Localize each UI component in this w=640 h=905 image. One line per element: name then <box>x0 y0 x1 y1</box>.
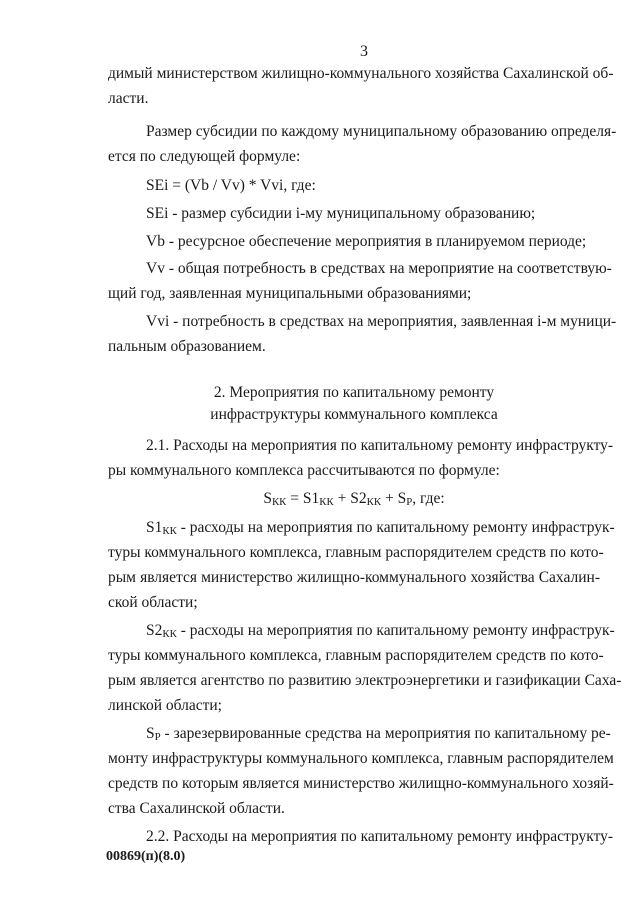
text-line: Vv - общая потребность в средствах на мероприятие на соответствую- <box>146 260 612 277</box>
formula: SEi = (Vb / Vv) * Vvi, где: <box>146 177 316 194</box>
text-line: ется по следующей формуле: <box>108 148 301 165</box>
page-number: 3 <box>360 43 368 60</box>
text-line: ской области; <box>108 594 198 611</box>
text-line: рым является агентство по развитию электроэнергетики и газификации Саха- <box>108 672 622 689</box>
section-heading: инфраструктуры коммунального комплекса <box>210 406 498 423</box>
text-line: щий год, заявленная муниципальными образованиями; <box>108 285 472 302</box>
text-line: ры коммунального комплекса рассчитываются по формуле: <box>108 462 500 479</box>
section-heading: 2. Мероприятия по капитальному ремонту <box>213 384 495 401</box>
formula: $S_{КК} = S1_{КК} + S2_{КК} + S_Р$, где: <box>263 490 445 509</box>
text-line: Размер субсидии по каждому муниципальному образованию определя- <box>146 123 617 140</box>
text-line: рым является министерство жилищно-коммунального хозяйства Сахалин- <box>108 569 600 586</box>
text-line: монту инфраструктуры коммунального комплекса, главным распорядителем <box>108 750 614 767</box>
text-line: ласти. <box>108 90 149 107</box>
text-line: Vb - ресурсное обеспечение мероприятия в планируемом периоде; <box>146 233 587 250</box>
text-line: линской области; <box>108 697 222 714</box>
text-line: 2.2. Расходы на мероприятия по капитальному ремонту инфраструкту- <box>146 828 614 845</box>
text-line: ства Сахалинской области. <box>108 800 285 817</box>
definition-line: $S_Р$ - зарезервированные средства на мероприятия по капитальному ре- <box>146 725 611 744</box>
text-line: 2.1. Расходы на мероприятия по капитальному ремонту инфраструкту- <box>146 437 614 454</box>
text-line: средств по которым является министерство жилищно-коммунального хозяй- <box>108 775 614 792</box>
text-line: туры коммунального комплекса, главным распорядителем средств по кото- <box>108 544 604 561</box>
text-line: SEi - размер субсидии i-му муниципальному образованию; <box>146 205 536 222</box>
document-code: 00869(п)(8.0) <box>106 849 186 864</box>
text-line: димый министерством жилищно-коммунального хозяйства Сахалинской об- <box>108 65 614 82</box>
definition-line: $S1_{КК}$ - расходы на мероприятия по капитальному ремонту инфраструк- <box>146 519 615 538</box>
text-line: пальным образованием. <box>108 338 266 355</box>
definition-line: $S2_{КК}$ - расходы на мероприятия по капитальному ремонту инфраструк- <box>146 622 615 641</box>
text-line: туры коммунального комплекса, главным распорядителем средств по кото- <box>108 647 604 664</box>
text-line: Vvi - потребность в средствах на мероприятия, заявленная i-м муници- <box>146 313 617 330</box>
